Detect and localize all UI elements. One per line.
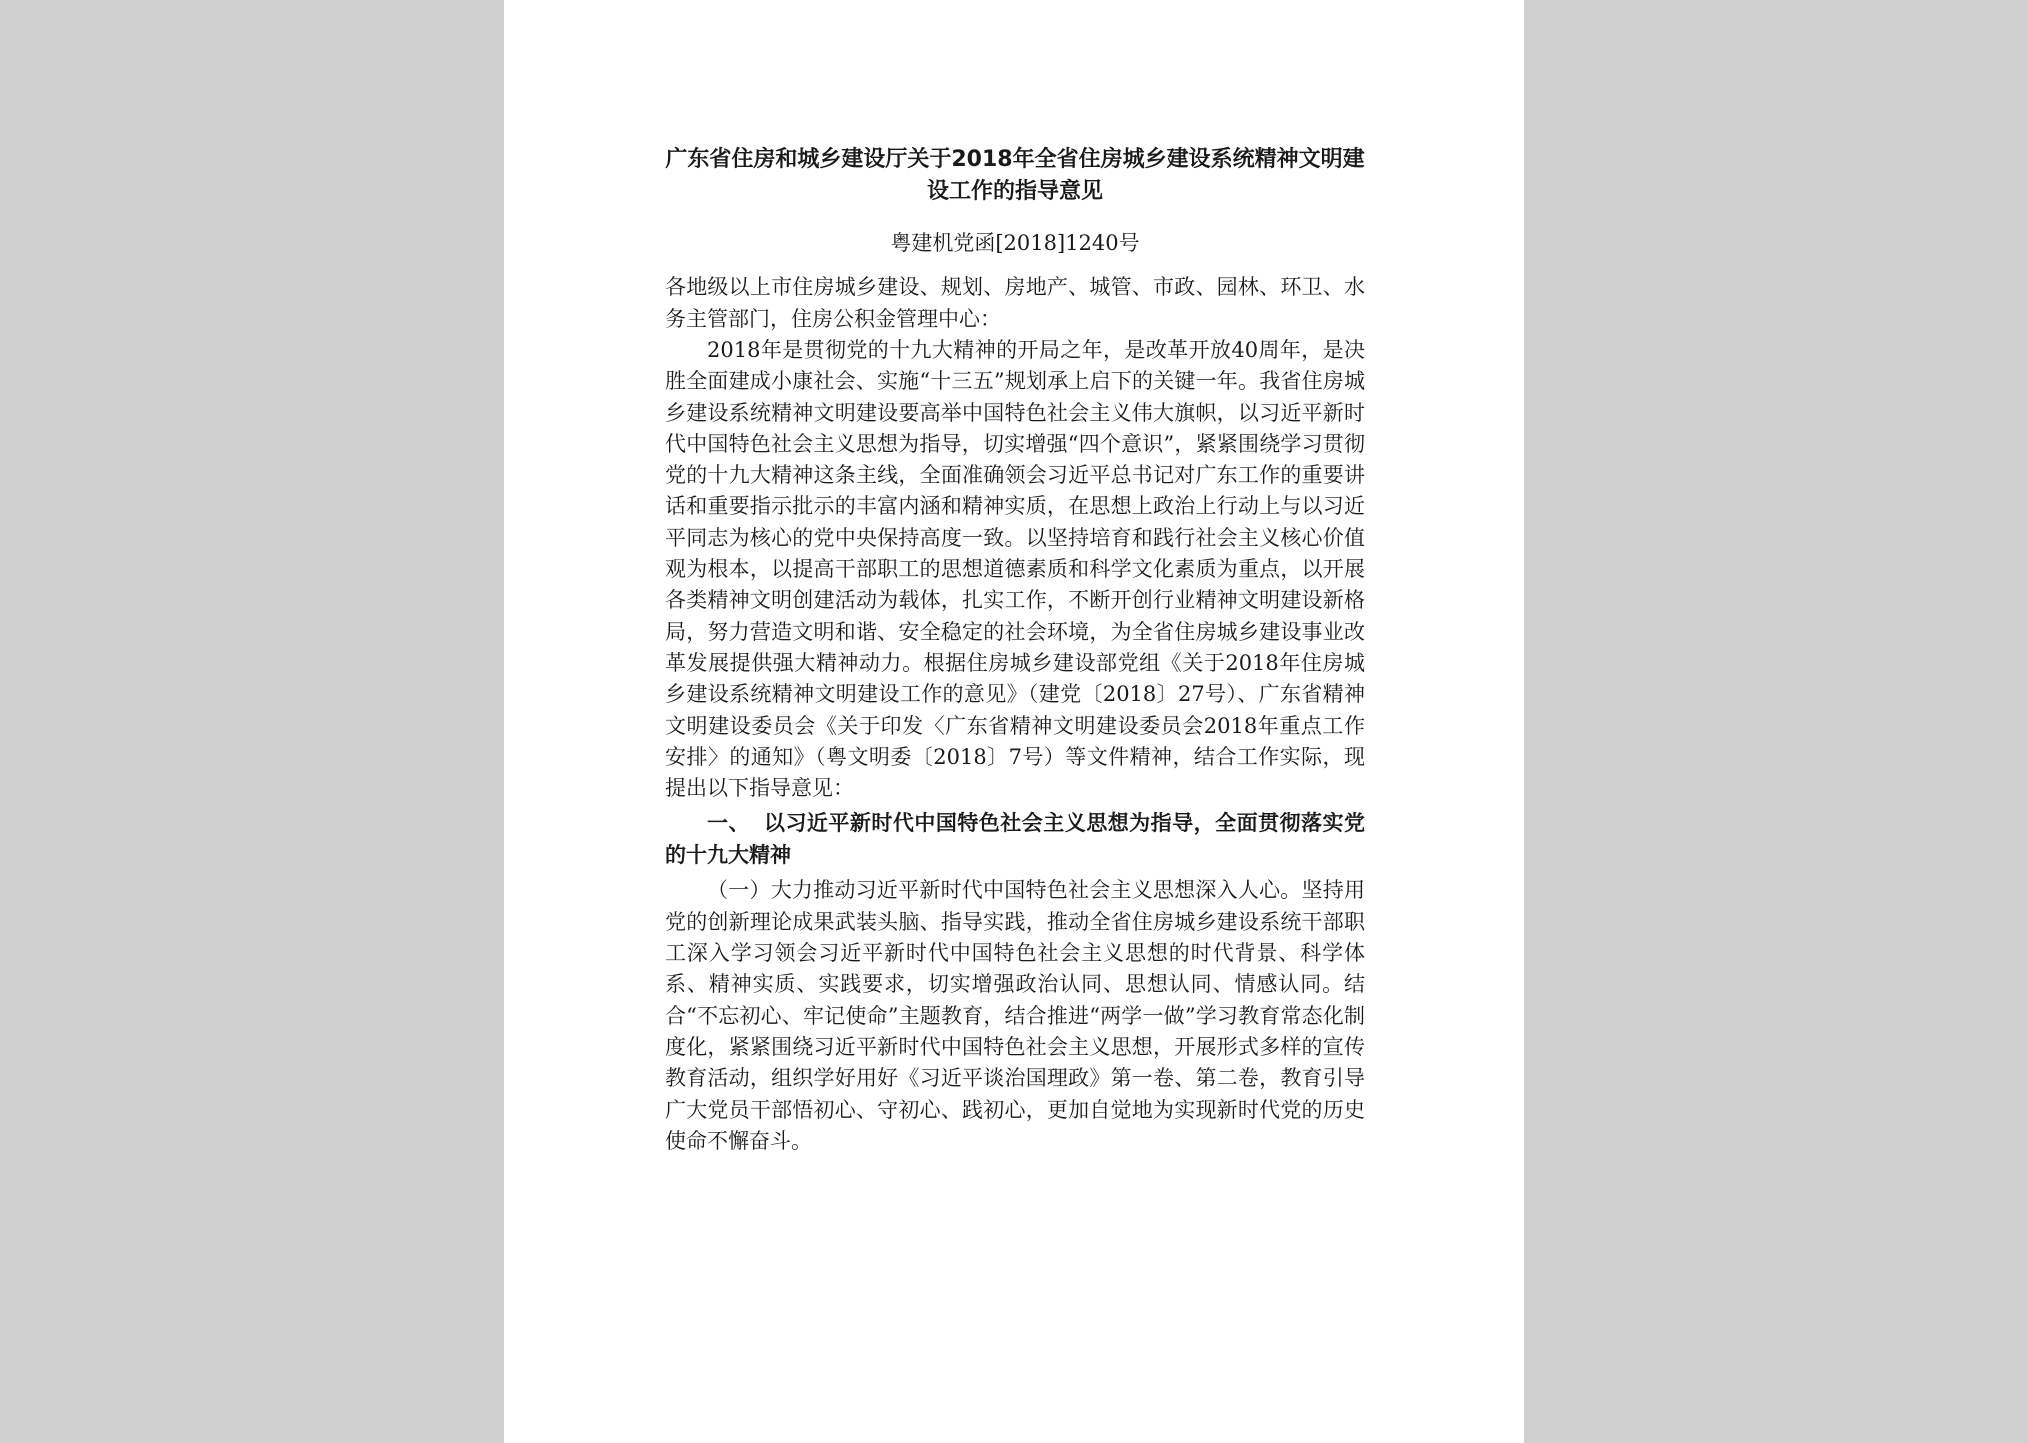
salutation: 各地级以上市住房城乡建设、规划、房地产、城管、市政、园林、环卫、水务主管部门，住房公积金管理中心： [665, 275, 1365, 331]
section-1-heading [665, 808, 1365, 871]
document-title: 广东省住房和城乡建设厅关于2018年全省住房城乡建设系统精神文明建设工作的指导意见 [665, 147, 1365, 204]
intro-paragraph: 2018年是贯彻党的十九大精神的开局之年，是改革开放40周年，是决胜全面建成小康社会、实施“十三五”规划承上启下的关键一年。我省住房城乡建设系统精神文明建设要高举中国特色社会主义伟大旗帜，以习近平新时代中国特色社会主义思想为指导，切实增强“四个意识”，紧紧围绕学习贯彻党的十九大精神这条主线，全面准确领会习近平总书记对广东工作的重要讲话和重要指示批示的丰富内涵和精神实质，在思想上政治上行动上与以习近平同志为核心的党中央保持高度一致。以坚持培育和践行社会主义核心价值观为根本，以提高干部职工的思想道德素质和科学文化素质为重点，以开展各类精神文明创建活动为载体，扎实工作，不断开创行业精神文明建设新格局，努力营造文明和谐、安全稳定的社会环境，为全省住房城乡建设事业改革发展提供强大精神动力。根据住房城乡建设部党组《关于2018年住房城乡建设系统精神文明建设工作的意见》（建党〔2018〕27号）、广东省精神文明建设委员会《关于印发〈广东省精神文明建设委员会2018年重点工作安排〉的通知》（粤文明委〔2018〕7号）等文件精神，结合工作实际，现提出以下指导意见： [665, 338, 1365, 801]
document-number: 粤建机党函[2018]1240号 [890, 231, 1140, 255]
document-page [504, 0, 1524, 1443]
section-1-heading-text: 以习近平新时代中国特色社会主义思想为指导，全面贯彻落实党的十九大精神 [665, 811, 1366, 867]
document-content [665, 144, 1365, 1157]
subsection-1-paragraph: （一）大力推动习近平新时代中国特色社会主义思想深入人心。坚持用党的创新理论成果武装头脑、指导实践，推动全省住房城乡建设系统干部职工深入学习领会习近平新时代中国特色社会主义思想的时代背景、科学体系、精神实质、实践要求，切实增强政治认同、思想认同、情感认同。结合“不忘初心、牢记使命”主题教育，结合推进“两学一做”学习教育常态化制度化，紧紧围绕习近平新时代中国特色社会主义思想，开展形式多样的宣传教育活动，组织学好用好《习近平谈治国理政》第一卷、第二卷，教育引导广大党员干部悟初心、守初心、践初心，更加自觉地为实现新时代党的历史使命不懈奋斗。 [665, 878, 1365, 1153]
section-1-number: 一、 [707, 811, 750, 836]
